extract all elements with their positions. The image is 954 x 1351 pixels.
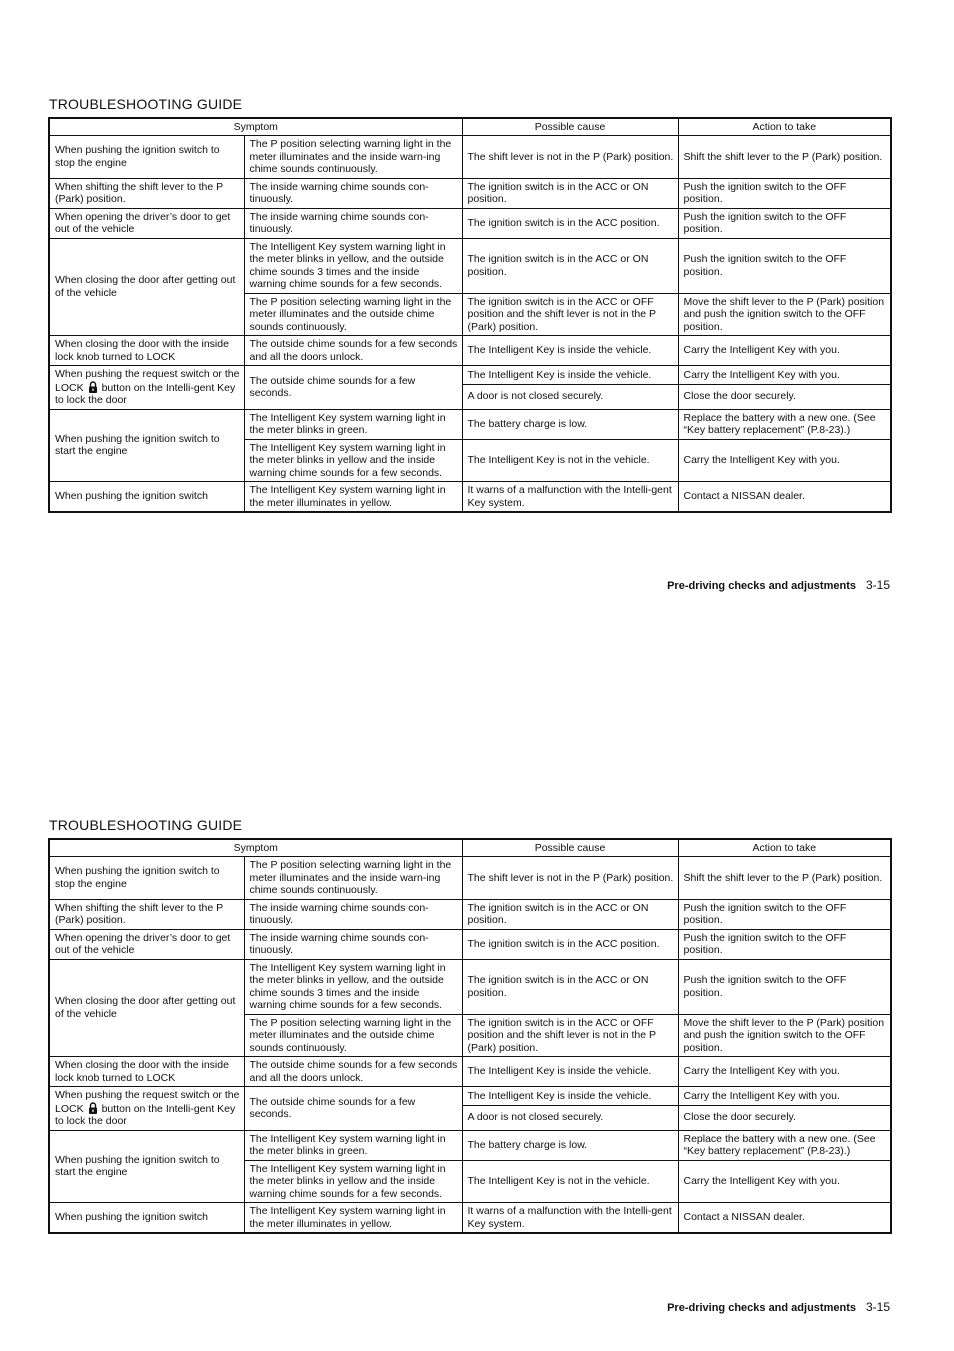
symptom-detail-cell: The Intelligent Key system warning light in the meter blinks in yellow and the inside warning chime sounds for a few seconds.: [244, 439, 462, 482]
cause-cell: The Intelligent Key is inside the vehicle.: [462, 366, 678, 385]
page-number: 3-15: [865, 1300, 890, 1314]
action-cell: Contact a NISSAN dealer.: [678, 1203, 891, 1234]
footer-section-name: Pre-driving checks and adjustments: [667, 1302, 856, 1314]
action-cell: Carry the Intelligent Key with you.: [678, 366, 891, 385]
symptom-cell: When pushing the ignition switch to start the engine: [49, 1130, 244, 1203]
action-cell: Carry the Intelligent Key with you.: [678, 1160, 891, 1203]
symptom-detail-cell: The P position selecting warning light in the meter illuminates and the outside chime sounds continuously.: [244, 1014, 462, 1057]
action-cell: Carry the Intelligent Key with you.: [678, 1087, 891, 1106]
action-cell: Replace the battery with a new one. (See “Key battery replacement” (P.8-23).): [678, 409, 891, 439]
symptom-cell: When pushing the ignition switch to stop the engine: [49, 857, 244, 900]
table-row: [49, 136, 891, 179]
action-cell: Replace the battery with a new one. (See “Key battery replacement” (P.8-23).): [678, 1130, 891, 1160]
symptom-detail-cell: The Intelligent Key system warning light in the meter illuminates in yellow.: [244, 1203, 462, 1234]
symptom-text-a: When pushing the request switch or the LOCK: [55, 368, 240, 394]
action-cell: Push the ignition switch to the OFF position.: [678, 178, 891, 208]
troubleshooting-table: [48, 838, 892, 1234]
action-cell: Carry the Intelligent Key with you.: [678, 439, 891, 482]
cause-cell: The Intelligent Key is inside the vehicle.: [462, 1057, 678, 1087]
symptom-cell: When shifting the shift lever to the P (Park) position.: [49, 178, 244, 208]
troubleshooting-table: [48, 117, 892, 513]
symptom-cell: When closing the door with the inside lock knob turned to LOCK: [49, 1057, 244, 1087]
symptom-cell: When pushing the ignition switch: [49, 482, 244, 513]
symptom-detail-cell: The P position selecting warning light in the meter illuminates and the inside warn-ing chime sounds continuously.: [244, 857, 462, 900]
action-cell: Carry the Intelligent Key with you.: [678, 336, 891, 366]
cause-cell: The Intelligent Key is inside the vehicle.: [462, 1087, 678, 1106]
action-cell: Close the door securely.: [678, 1105, 891, 1130]
action-cell: Push the ignition switch to the OFF position.: [678, 208, 891, 238]
table-header-row: [49, 839, 891, 857]
cause-cell: The battery charge is low.: [462, 409, 678, 439]
cause-cell: The Intelligent Key is not in the vehicle.: [462, 439, 678, 482]
action-cell: Push the ignition switch to the OFF position.: [678, 899, 891, 929]
page-footer: [667, 578, 890, 592]
table-header-row: [49, 118, 891, 136]
troubleshooting-section-top: [48, 96, 890, 513]
action-cell: Push the ignition switch to the OFF position.: [678, 929, 891, 959]
section-title: TROUBLESHOOTING GUIDE: [49, 817, 243, 833]
symptom-cell: When pushing the ignition switch: [49, 1203, 244, 1234]
cause-cell: The ignition switch is in the ACC or OFF position and the shift lever is not in the P (Park) position.: [462, 1014, 678, 1057]
symptom-cell: When pushing the ignition switch to start the engine: [49, 409, 244, 482]
table-row: [49, 208, 891, 238]
symptom-detail-cell: The inside warning chime sounds con-tinuously.: [244, 929, 462, 959]
table-row: [49, 482, 891, 513]
table-row: [49, 238, 891, 293]
lock-icon: [88, 381, 98, 393]
symptom-text-b: button on the Intelli-gent Key to lock the door: [55, 381, 236, 406]
action-cell: Shift the shift lever to the P (Park) position.: [678, 136, 891, 179]
cause-cell: The ignition switch is in the ACC position.: [462, 929, 678, 959]
action-cell: Shift the shift lever to the P (Park) position.: [678, 857, 891, 900]
cause-cell: A door is not closed securely.: [462, 384, 678, 409]
symptom-detail-cell: The outside chime sounds for a few seconds and all the doors unlock.: [244, 336, 462, 366]
header-cause: Possible cause: [462, 118, 678, 136]
lock-icon: [88, 1102, 98, 1114]
page-footer: [667, 1300, 890, 1314]
table-row: [49, 409, 891, 439]
table-row: [49, 178, 891, 208]
symptom-detail-cell: The Intelligent Key system warning light in the meter blinks in green.: [244, 409, 462, 439]
symptom-detail-cell: The P position selecting warning light in the meter illuminates and the outside chime sounds continuously.: [244, 293, 462, 336]
header-action: Action to take: [678, 118, 891, 136]
cause-cell: The battery charge is low.: [462, 1130, 678, 1160]
cause-cell: The ignition switch is in the ACC or ON position.: [462, 899, 678, 929]
table-row: [49, 1057, 891, 1087]
symptom-cell: [49, 1087, 244, 1131]
symptom-detail-cell: The outside chime sounds for a few seconds.: [244, 366, 462, 410]
symptom-detail-cell: The P position selecting warning light in the meter illuminates and the inside warn-ing chime sounds continuously.: [244, 136, 462, 179]
symptom-detail-cell: The Intelligent Key system warning light in the meter blinks in yellow and the inside warning chime sounds for a few seconds.: [244, 1160, 462, 1203]
symptom-cell: [49, 366, 244, 410]
table-row: [49, 857, 891, 900]
symptom-cell: When closing the door with the inside lock knob turned to LOCK: [49, 336, 244, 366]
cause-cell: The shift lever is not in the P (Park) position.: [462, 136, 678, 179]
symptom-cell: When pushing the ignition switch to stop the engine: [49, 136, 244, 179]
footer-section-name: Pre-driving checks and adjustments: [667, 580, 856, 592]
section-title: TROUBLESHOOTING GUIDE: [49, 96, 243, 112]
table-row: [49, 1203, 891, 1234]
cause-cell: The ignition switch is in the ACC or OFF position and the shift lever is not in the P (Park) position.: [462, 293, 678, 336]
symptom-detail-cell: The Intelligent Key system warning light in the meter illuminates in yellow.: [244, 482, 462, 513]
symptom-detail-cell: The outside chime sounds for a few seconds and all the doors unlock.: [244, 1057, 462, 1087]
symptom-detail-cell: The Intelligent Key system warning light in the meter blinks in yellow, and the outside chime sounds 3 times and the inside warning chime sounds for a few seconds.: [244, 959, 462, 1014]
symptom-text-a: When pushing the request switch or the LOCK: [55, 1089, 240, 1115]
table-row: [49, 959, 891, 1014]
table-row: [49, 929, 891, 959]
table-row: [49, 1087, 891, 1106]
symptom-detail-cell: The Intelligent Key system warning light in the meter blinks in yellow, and the outside chime sounds 3 times and the inside warning chime sounds for a few seconds.: [244, 238, 462, 293]
symptom-cell: When opening the driver’s door to get out of the vehicle: [49, 208, 244, 238]
cause-cell: It warns of a malfunction with the Intelli-gent Key system.: [462, 482, 678, 513]
cause-cell: The shift lever is not in the P (Park) position.: [462, 857, 678, 900]
action-cell: Close the door securely.: [678, 384, 891, 409]
table-row: [49, 336, 891, 366]
symptom-detail-cell: The inside warning chime sounds con-tinuously.: [244, 208, 462, 238]
action-cell: Move the shift lever to the P (Park) position and push the ignition switch to the OFF position.: [678, 1014, 891, 1057]
table-row: [49, 366, 891, 385]
symptom-detail-cell: The Intelligent Key system warning light in the meter blinks in green.: [244, 1130, 462, 1160]
symptom-cell: When shifting the shift lever to the P (Park) position.: [49, 899, 244, 929]
symptom-cell: When closing the door after getting out of the vehicle: [49, 238, 244, 336]
action-cell: Carry the Intelligent Key with you.: [678, 1057, 891, 1087]
header-cause: Possible cause: [462, 839, 678, 857]
troubleshooting-section-bottom: [48, 817, 890, 1234]
action-cell: Push the ignition switch to the OFF position.: [678, 238, 891, 293]
header-action: Action to take: [678, 839, 891, 857]
header-symptom: Symptom: [49, 839, 462, 857]
cause-cell: The ignition switch is in the ACC or ON position.: [462, 959, 678, 1014]
symptom-detail-cell: The inside warning chime sounds con-tinuously.: [244, 899, 462, 929]
header-symptom: Symptom: [49, 118, 462, 136]
cause-cell: A door is not closed securely.: [462, 1105, 678, 1130]
action-cell: Push the ignition switch to the OFF position.: [678, 959, 891, 1014]
cause-cell: It warns of a malfunction with the Intelli-gent Key system.: [462, 1203, 678, 1234]
symptom-detail-cell: The outside chime sounds for a few seconds.: [244, 1087, 462, 1131]
page-number: 3-15: [865, 578, 890, 592]
cause-cell: The Intelligent Key is not in the vehicle.: [462, 1160, 678, 1203]
symptom-cell: When opening the driver’s door to get out of the vehicle: [49, 929, 244, 959]
table-row: [49, 1130, 891, 1160]
action-cell: Move the shift lever to the P (Park) position and push the ignition switch to the OFF position.: [678, 293, 891, 336]
table-row: [49, 899, 891, 929]
symptom-text-b: button on the Intelli-gent Key to lock the door: [55, 1102, 236, 1127]
cause-cell: The Intelligent Key is inside the vehicle.: [462, 336, 678, 366]
cause-cell: The ignition switch is in the ACC position.: [462, 208, 678, 238]
symptom-cell: When closing the door after getting out of the vehicle: [49, 959, 244, 1057]
symptom-detail-cell: The inside warning chime sounds con-tinuously.: [244, 178, 462, 208]
cause-cell: The ignition switch is in the ACC or ON position.: [462, 238, 678, 293]
action-cell: Contact a NISSAN dealer.: [678, 482, 891, 513]
cause-cell: The ignition switch is in the ACC or ON position.: [462, 178, 678, 208]
